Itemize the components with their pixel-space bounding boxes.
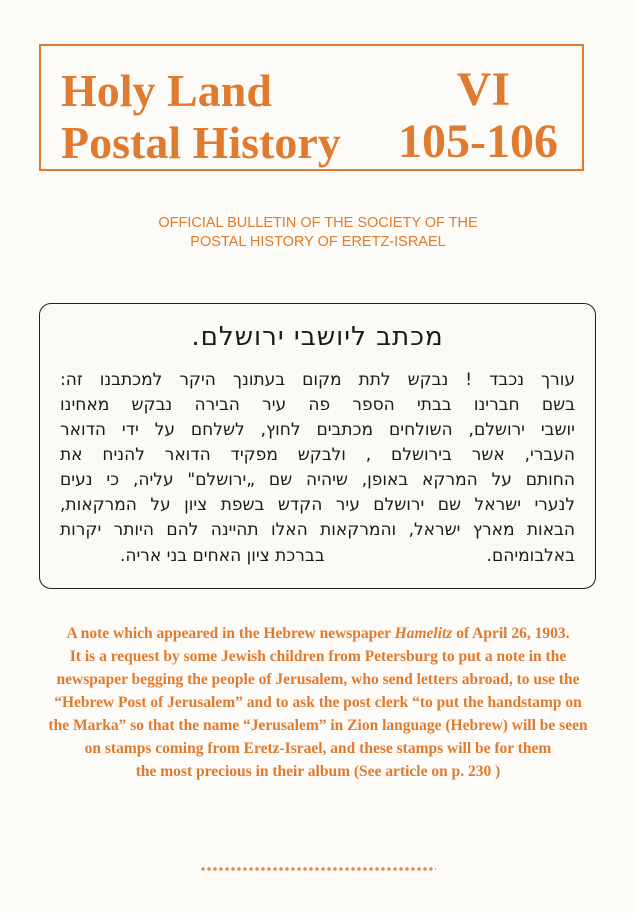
caption-line-6: on stamps coming from Eretz-Israel, and these stamps will be for them xyxy=(84,740,552,757)
caption-line-3: newspaper begging the people of Jerusalem, who send letters abroad, to use the xyxy=(56,671,580,688)
caption-line-4: “Hebrew Post of Jerusalem” and to ask the post clerk “to put the handstamp on xyxy=(54,694,582,711)
hebrew-line: החותם על המרקא באופן, שיהיה שם „ירושלם" עליה, כי נעים xyxy=(60,470,575,490)
hebrew-line: הבאות מארץ ישראל, והמרקאות האלו תהיינה להם היותר יקרות xyxy=(60,520,575,540)
hebrew-line: בשם חברינו בבתי הספר פה עיר הבירה נבקש מאחינו xyxy=(60,395,575,415)
subtitle-line2: POSTAL HISTORY OF ERETZ-ISRAEL xyxy=(190,234,446,250)
volume-number: VI xyxy=(456,63,510,116)
masthead-title-line1: Holy Land xyxy=(61,65,272,116)
newspaper-name: Hamelitz xyxy=(394,625,453,642)
hebrew-newspaper-clipping xyxy=(39,303,596,589)
hebrew-line: העברי, אשר בירושלם , ולבקש מפקיד הדואר להניח את xyxy=(60,445,575,465)
caption-line-7: the most precious in their album (See article on p. 230 ) xyxy=(135,763,501,780)
caption-line-2: It is a request by some Jewish children from Petersburg to put a note in the xyxy=(69,648,567,665)
hebrew-clipping-title: מכתב ליושבי ירושלם. xyxy=(191,322,444,352)
hebrew-line: עורך נכבד ! נבקש לתת מקום בעתונך היקר למכתבנו זה: xyxy=(60,370,575,390)
caption-line-5: the Marka” so that the name “Jerusalem” in Zion language (Hebrew) will be seen xyxy=(48,717,588,734)
masthead-title-line2: Postal History xyxy=(61,117,341,168)
issue-numbers: 105-106 xyxy=(398,115,558,168)
subtitle-line1: OFFICIAL BULLETIN OF THE SOCIETY OF THE xyxy=(158,215,478,231)
hebrew-signature: בברכת ציון האחים בני אריה. xyxy=(120,546,325,566)
hebrew-line: לנערי ישראל שם ירושלם עיר הקדש בשפת ציון על המרקאות, xyxy=(60,495,575,515)
caption-text: of April 26, 1903. xyxy=(452,625,570,642)
hebrew-line: יושבי ירושלם, השולחים מכתבים לחוץ, לשלחם על ידי הדואר xyxy=(60,420,575,440)
masthead-box xyxy=(39,44,584,171)
hebrew-last-words: באלבומיהם. xyxy=(486,546,575,566)
caption-text: A note which appeared in the Hebrew newspaper xyxy=(66,625,395,642)
caption-line-1 xyxy=(0,623,636,645)
decorative-ornament-border xyxy=(200,865,436,873)
